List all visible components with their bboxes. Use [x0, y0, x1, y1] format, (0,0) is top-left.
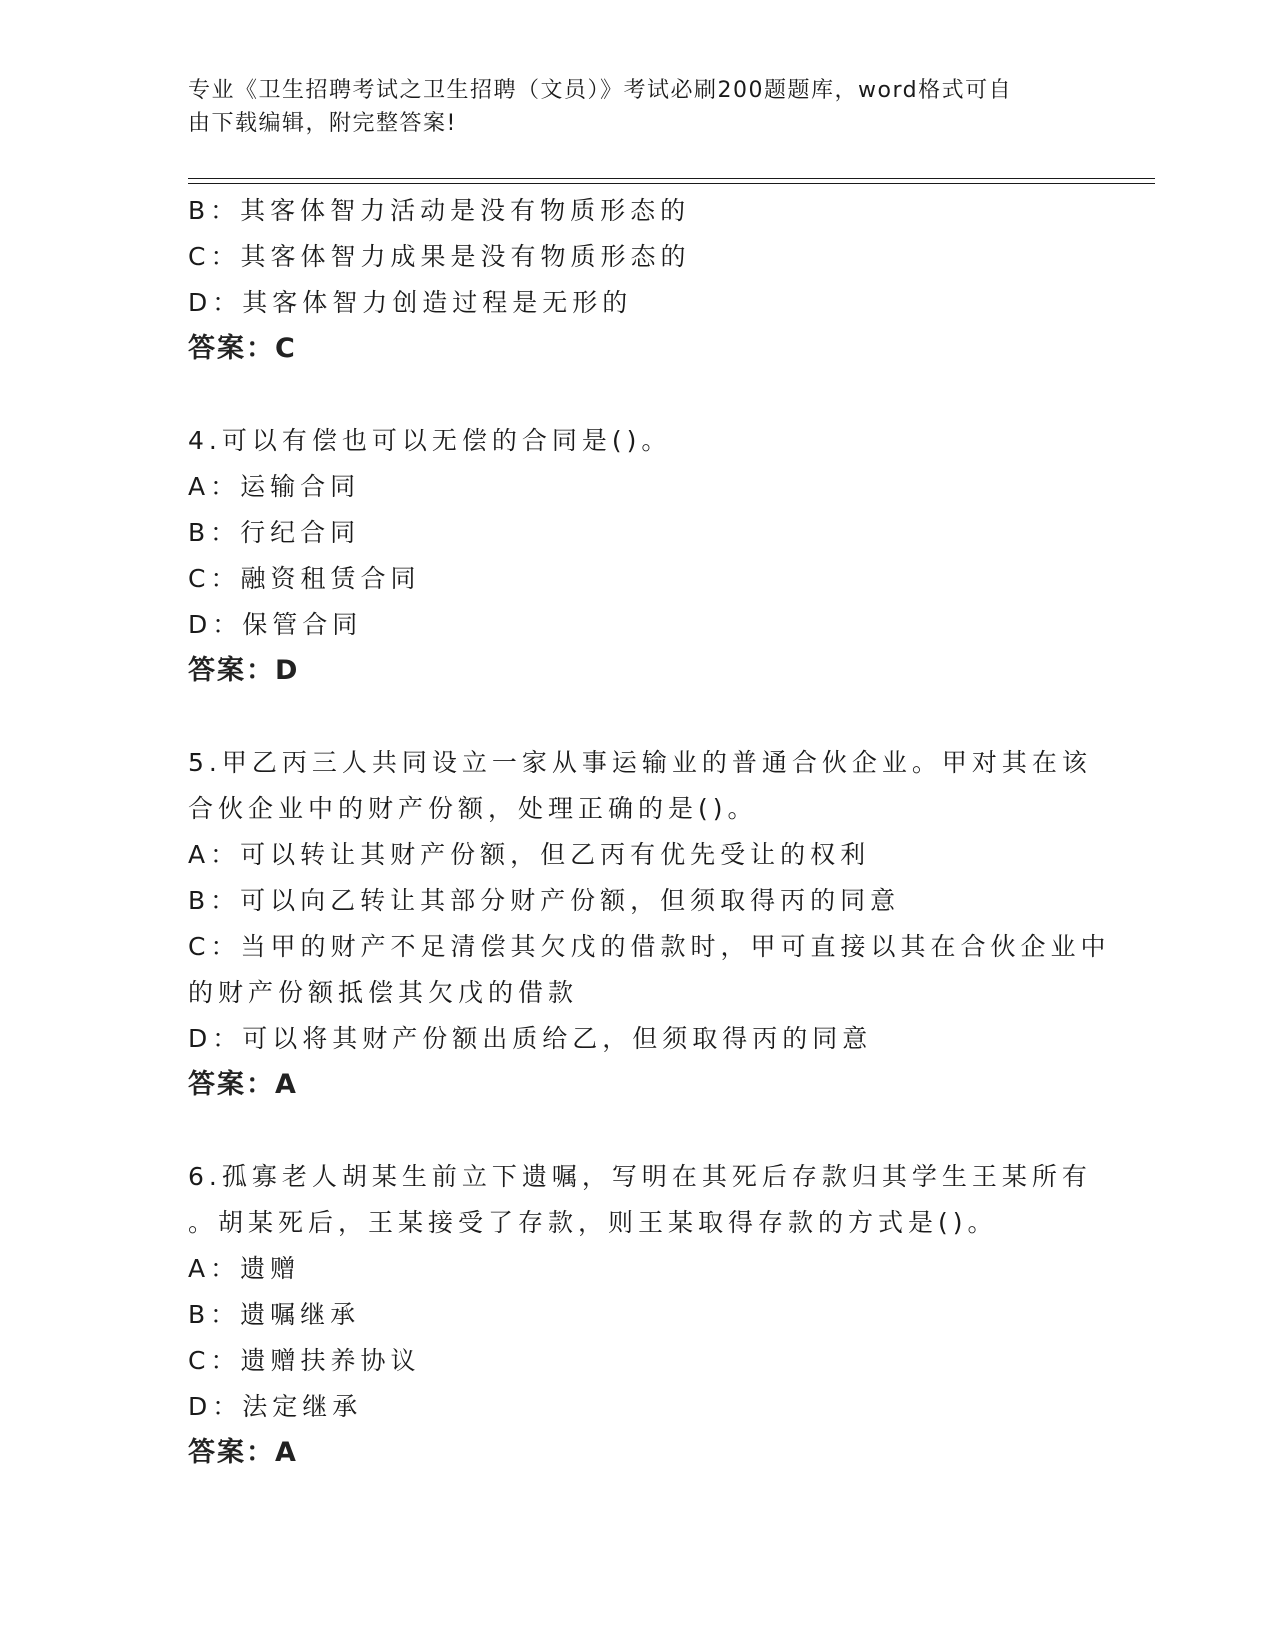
- q4-option-b: B：行纪合同: [188, 518, 361, 547]
- q5-stem-line-2: 合伙企业中的财产份额，处理正确的是()。: [188, 794, 758, 823]
- q6-answer: 答案：A: [188, 1437, 298, 1468]
- q5-answer: 答案：A: [188, 1069, 298, 1100]
- header-line-1: 专业《卫生招聘考试之卫生招聘（文员）》考试必刷200题题库，word格式可自: [188, 78, 1013, 103]
- spacer: [188, 1108, 1088, 1154]
- q3-option-b: B：其客体智力活动是没有物质形态的: [188, 196, 691, 225]
- q6-option-d: D：法定继承: [188, 1392, 363, 1421]
- spacer: [188, 694, 1088, 740]
- header-line-2: 由下载编辑，附完整答案!: [188, 111, 457, 136]
- document-header: [188, 74, 1068, 140]
- q4-stem: 4.可以有偿也可以无偿的合同是()。: [188, 426, 672, 455]
- q6-stem-line-1: 6.孤寡老人胡某生前立下遗嘱，写明在其死后存款归其学生王某所有: [188, 1162, 1092, 1191]
- q3-option-d: D：其客体智力创造过程是无形的: [188, 288, 633, 317]
- q3-option-c: C：其客体智力成果是没有物质形态的: [188, 242, 691, 271]
- q6-stem-line-2: 。胡某死后，王某接受了存款，则王某取得存款的方式是()。: [188, 1208, 998, 1237]
- q5-option-c-line-2: 的财产份额抵偿其欠戊的借款: [188, 978, 579, 1007]
- q5-option-d: D：可以将其财产份额出质给乙，但须取得丙的同意: [188, 1024, 873, 1053]
- q5-stem-line-1: 5.甲乙丙三人共同设立一家从事运输业的普通合伙企业。甲对其在该: [188, 748, 1092, 777]
- q3-answer: 答案：C: [188, 333, 297, 364]
- q5-option-b: B：可以向乙转让其部分财产份额，但须取得丙的同意: [188, 886, 901, 915]
- q5-option-a: A：可以转让其财产份额，但乙丙有优先受让的权利: [188, 840, 871, 869]
- header-divider-top: [188, 178, 1155, 179]
- q4-option-a: A：运输合同: [188, 472, 361, 501]
- question-list: [188, 188, 1111, 1476]
- header-divider-bottom: [188, 183, 1155, 184]
- q4-answer: 答案：D: [188, 655, 300, 686]
- q6-option-b: B：遗嘱继承: [188, 1300, 361, 1329]
- q4-option-c: C：融资租赁合同: [188, 564, 421, 593]
- q6-option-c: C：遗赠扶养协议: [188, 1346, 421, 1375]
- spacer: [188, 372, 1088, 418]
- q5-option-c-line-1: C：当甲的财产不足清偿其欠戊的借款时，甲可直接以其在合伙企业中: [188, 932, 1111, 961]
- q4-option-d: D：保管合同: [188, 610, 363, 639]
- q6-option-a: A：遗赠: [188, 1254, 301, 1283]
